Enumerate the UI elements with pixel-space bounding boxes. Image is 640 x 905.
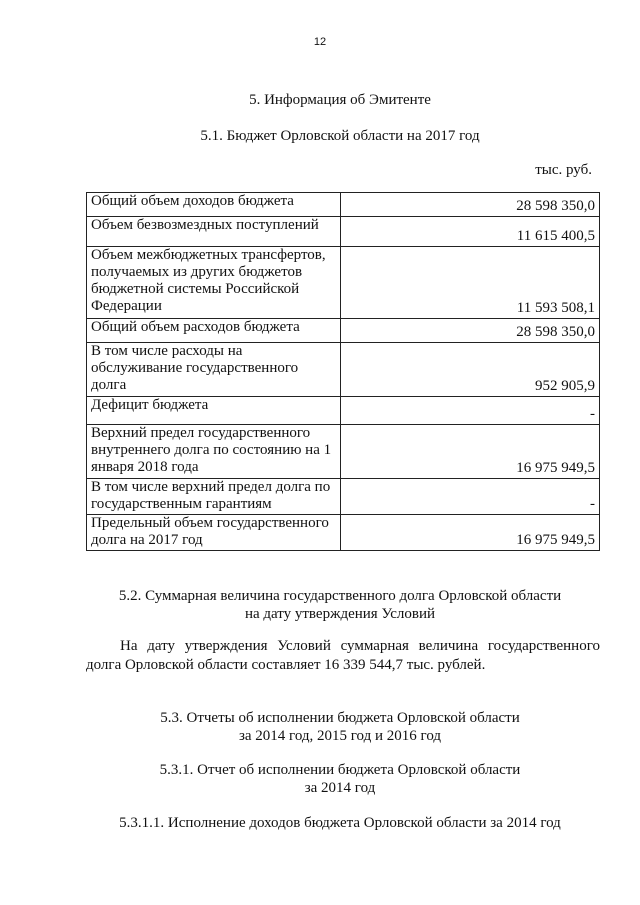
row-label: Дефицит бюджета [87, 397, 341, 425]
table-row [87, 397, 600, 425]
table-row [87, 217, 600, 247]
row-value: 11 593 508,1 [341, 247, 600, 319]
table-row [87, 425, 600, 479]
table-row [87, 515, 600, 551]
row-label: Верхний предел государственного внутреннего долга по состоянию на 1 января 2018 года [87, 425, 341, 479]
row-label: Общий объем доходов бюджета [87, 193, 341, 217]
row-value: 952 905,9 [341, 343, 600, 397]
row-value: 16 975 949,5 [341, 425, 600, 479]
page-number: 12 [313, 36, 327, 48]
section-5-3-1-heading-line2: за 2014 год [304, 780, 376, 796]
section-5-2-heading-line1: 5.2. Суммарная величина государственного долга Орловской области [118, 588, 562, 604]
row-label: В том числе расходы на обслуживание государственного долга [87, 343, 341, 397]
section-5-3-1-1-heading: 5.3.1.1. Исполнение доходов бюджета Орловской области за 2014 год [119, 815, 561, 831]
table-row [87, 343, 600, 397]
row-label: Предельный объем государственного долга на 2017 год [87, 515, 341, 551]
section-5-heading: 5. Информация об Эмитенте [249, 92, 431, 108]
table-row [87, 193, 600, 217]
table-row [87, 319, 600, 343]
row-value: - [341, 479, 600, 515]
row-value: 11 615 400,5 [341, 217, 600, 247]
row-value: - [341, 397, 600, 425]
row-label: Объем межбюджетных трансфертов, получаемых из других бюджетов бюджетной системы Российской Федерации [87, 247, 341, 319]
row-value: 28 598 350,0 [341, 319, 600, 343]
section-5-2-heading-line2: на дату утверждения Условий [244, 606, 436, 622]
row-label: Общий объем расходов бюджета [87, 319, 341, 343]
row-label: Объем безвозмездных поступлений [87, 217, 341, 247]
section-5-2-paragraph-text: На дату утверждения Условий суммарная величина государственного долга Орловской области составляет 16 339 544,7 тыс. рублей. [86, 638, 600, 673]
row-label: В том числе верхний предел долга по государственным гарантиям [87, 479, 341, 515]
section-5-3-heading-line1: 5.3. Отчеты об исполнении бюджета Орловской области [160, 710, 520, 726]
units-label: тыс. руб. [535, 162, 592, 178]
section-5-3-1-heading-line1: 5.3.1. Отчет об исполнении бюджета Орловской области [159, 762, 521, 778]
table-row [87, 247, 600, 319]
section-5-2-paragraph [86, 637, 600, 675]
section-5-1-heading: 5.1. Бюджет Орловской области на 2017 год [200, 128, 480, 144]
section-5-3-heading-line2: за 2014 год, 2015 год и 2016 год [238, 728, 442, 744]
row-value: 16 975 949,5 [341, 515, 600, 551]
budget-table [86, 192, 600, 551]
row-value: 28 598 350,0 [341, 193, 600, 217]
table-row [87, 479, 600, 515]
